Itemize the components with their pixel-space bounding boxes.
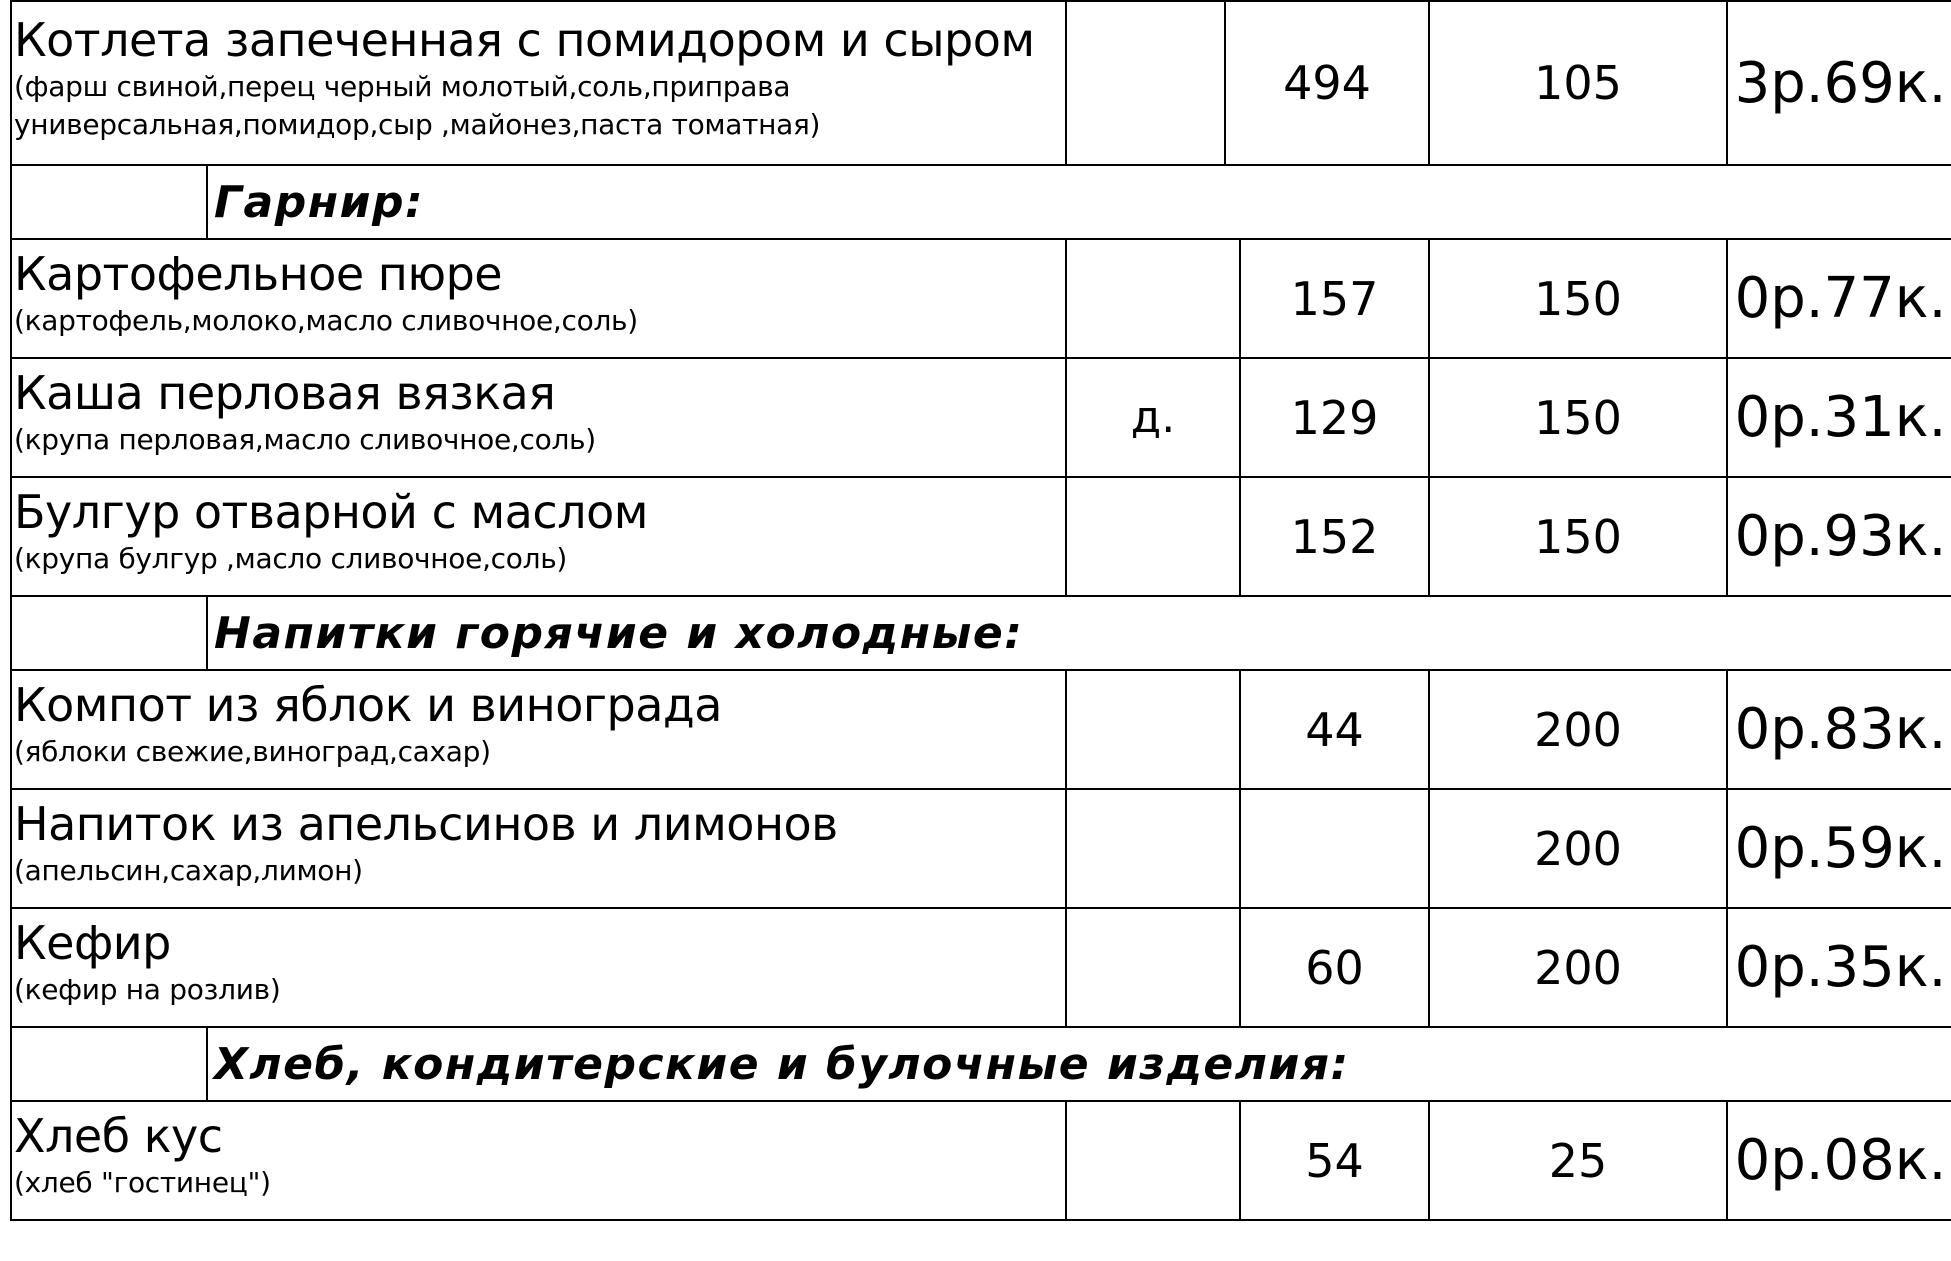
menu-row xyxy=(10,790,1951,909)
diet-mark xyxy=(1067,478,1239,595)
menu-row xyxy=(10,1102,1951,1221)
price-value: 0р.08к. xyxy=(1726,1102,1951,1219)
dish-name: Каша перловая вязкая xyxy=(14,366,556,420)
weight-value: 200 xyxy=(1428,909,1726,1026)
section-spacer xyxy=(12,1028,208,1100)
dish-cell xyxy=(12,671,1067,788)
dish-cell xyxy=(12,359,1067,476)
dish-cell xyxy=(12,1102,1067,1219)
menu-row xyxy=(10,240,1951,359)
dish-cell xyxy=(12,240,1067,357)
dish-cell xyxy=(12,790,1067,907)
dish-ingredients: (крупа булгур ,масло сливочное,соль) xyxy=(14,542,568,576)
dish-name: Булгур отварной с маслом xyxy=(14,485,648,539)
price-value: 0р.35к. xyxy=(1726,909,1951,1026)
dish-ingredients: (крупа перловая,масло сливочное,соль) xyxy=(14,423,596,457)
dish-ingredients: (картофель,молоко,масло сливочное,соль) xyxy=(14,304,638,338)
menu-row xyxy=(10,671,1951,790)
calories-value: 44 xyxy=(1239,671,1428,788)
section-header-row xyxy=(10,166,1951,240)
weight-value: 150 xyxy=(1428,240,1726,357)
dish-ingredients: (кефир на розлив) xyxy=(14,973,281,1007)
calories-value: 157 xyxy=(1239,240,1428,357)
calories-value: 54 xyxy=(1239,1102,1428,1219)
weight-value: 150 xyxy=(1428,359,1726,476)
menu-row xyxy=(10,909,1951,1028)
dish-name: Хлеб кус xyxy=(14,1109,223,1163)
menu-row xyxy=(10,478,1951,597)
price-value: 0р.83к. xyxy=(1726,671,1951,788)
weight-value: 200 xyxy=(1428,790,1726,907)
weight-value: 25 xyxy=(1428,1102,1726,1219)
dish-ingredients: (хлеб "гостинец") xyxy=(14,1166,271,1200)
dish-name: Кефир xyxy=(14,916,171,970)
weight-value: 200 xyxy=(1428,671,1726,788)
dish-name: Картофельное пюре xyxy=(14,247,503,301)
diet-mark xyxy=(1067,1102,1239,1219)
price-value: 0р.31к. xyxy=(1726,359,1951,476)
menu-table xyxy=(10,0,1951,1221)
menu-row xyxy=(10,0,1951,166)
diet-mark: д. xyxy=(1130,392,1176,443)
diet-mark xyxy=(1067,240,1239,357)
dish-name: Напиток из апельсинов и лимонов xyxy=(14,797,838,851)
calories-value: 60 xyxy=(1239,909,1428,1026)
price-value: 0р.59к. xyxy=(1726,790,1951,907)
section-header-row xyxy=(10,597,1951,671)
dish-cell xyxy=(12,909,1067,1026)
price-value: 3р.69к. xyxy=(1726,2,1951,164)
weight-value: 150 xyxy=(1428,478,1726,595)
section-title: Напитки горячие и холодные: xyxy=(214,607,1024,659)
price-value: 0р.93к. xyxy=(1726,478,1951,595)
section-title: Хлеб, кондитерские и булочные изделия: xyxy=(214,1038,1350,1090)
section-title: Гарнир: xyxy=(214,176,425,228)
price-value: 0р.77к. xyxy=(1726,240,1951,357)
calories-value xyxy=(1239,790,1428,907)
dish-ingredients: (яблоки свежие,виноград,сахар) xyxy=(14,735,491,769)
diet-mark xyxy=(1067,790,1239,907)
diet-mark xyxy=(1067,671,1239,788)
dish-name: Котлета запеченная с помидором и сыром xyxy=(14,13,1035,67)
dish-ingredients: (апельсин,сахар,лимон) xyxy=(14,854,363,888)
dish-cell xyxy=(12,2,1067,164)
weight-value: 105 xyxy=(1428,2,1726,164)
dish-cell xyxy=(12,478,1067,595)
calories-value: 129 xyxy=(1239,359,1428,476)
calories-value: 494 xyxy=(1224,2,1428,164)
calories-value: 152 xyxy=(1239,478,1428,595)
dish-ingredients: (фарш свиной,перец черный молотый,соль,приправа универсальная,помидор,сыр ,майонез,паста томатная) xyxy=(14,70,821,142)
diet-mark xyxy=(1067,909,1239,1026)
section-spacer xyxy=(12,597,208,669)
dish-name: Компот из яблок и винограда xyxy=(14,678,722,732)
diet-mark xyxy=(1067,2,1224,164)
section-spacer xyxy=(12,166,208,238)
section-header-row xyxy=(10,1028,1951,1102)
menu-row xyxy=(10,359,1951,478)
